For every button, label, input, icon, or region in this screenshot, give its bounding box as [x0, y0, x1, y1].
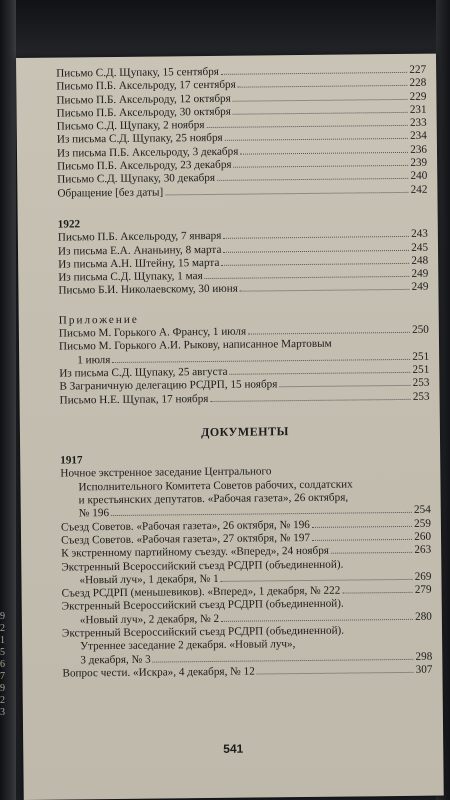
adjacent-page-digit: 5 — [0, 647, 5, 658]
toc-entry-page: 253 — [412, 390, 430, 403]
leader-dots — [221, 611, 413, 622]
toc-entry-page: 280 — [415, 610, 432, 623]
appendix-list — [59, 324, 430, 408]
leader-dots — [342, 584, 413, 594]
toc-entry-page: 240 — [410, 170, 428, 183]
toc-entry-title-cont: № 196 — [78, 507, 110, 520]
leader-dots — [221, 255, 409, 266]
toc-entry-page: 269 — [414, 570, 432, 583]
toc-entry-title: Экстренный Всероссийский съезд РСДРП (объединенной). — [61, 558, 344, 574]
leader-dots — [233, 90, 408, 101]
toc-entry-page: 279 — [414, 583, 432, 596]
adjacent-page-digit: 3 — [0, 707, 5, 718]
leader-dots — [225, 130, 408, 141]
toc-entry-title-cont: 1 июля — [77, 353, 111, 367]
leader-dots — [233, 157, 408, 168]
adjacent-page-digit: 9 — [0, 611, 5, 622]
toc-entry-page: 250 — [412, 323, 429, 336]
leader-dots — [240, 281, 410, 292]
toc-entry-title: Письмо Н.Е. Щупак, 17 ноября — [59, 392, 209, 407]
leader-dots — [312, 517, 412, 527]
toc-entry-title-cont: Утреннее заседание 2 декабря. «Новый луч», — [80, 638, 296, 653]
adjacent-page-digit: 2 — [0, 623, 5, 634]
leader-dots — [223, 228, 409, 239]
toc-entry-title: Письмо М. Горького А. Франсу, 1 июля — [58, 325, 247, 340]
toc-entry-page: 242 — [410, 183, 428, 196]
toc-entry-title: Съезд Советов. «Рабочая газета», 27 октября, № 197 — [60, 531, 311, 547]
toc-entry-page: 249 — [411, 281, 429, 294]
toc-entry-title-cont: и крестьянских депутатов. «Рабочая газета», 26 октября, — [78, 491, 349, 507]
toc-entry-title: Из письма С.Д. Щупаку, 25 ноября — [56, 132, 223, 147]
toc-entry-page: 254 — [413, 503, 431, 517]
toc-entry-page: 229 — [409, 90, 427, 103]
toc-entry-title: Письмо П.Б. Аксельроду, 17 сентября — [56, 78, 236, 93]
toc-entry — [62, 664, 432, 681]
year-heading-1922: 1922 — [57, 218, 81, 231]
leader-dots — [210, 390, 410, 401]
leader-dots — [112, 351, 410, 363]
toc-entry-title: Письмо С.Д. Щупаку, 30 декабря — [57, 172, 216, 186]
adjacent-page-digit: 1 — [0, 635, 5, 646]
letters-1922-list — [58, 228, 429, 298]
documents-list — [60, 464, 432, 681]
background-top — [0, 0, 450, 60]
adjacent-page-edge — [0, 0, 16, 800]
year-heading-1917: 1917 — [60, 454, 83, 467]
leader-dots — [111, 504, 412, 516]
leader-dots — [257, 664, 414, 675]
leader-dots — [248, 324, 410, 335]
toc-entry-title: Из письма Е.А. Ананьину, 8 марта — [57, 243, 222, 258]
book-page — [16, 54, 444, 800]
adjacent-page-digit: 7 — [0, 671, 5, 682]
leader-dots — [238, 77, 408, 88]
toc-entry-page: 234 — [409, 130, 427, 143]
toc-entry-title: Из письма С.Д. Щупаку, 1 мая — [58, 270, 203, 284]
toc-entry-title: Письмо П.Б. Аксельроду, 30 октября — [56, 105, 231, 120]
toc-entry-page: 298 — [415, 650, 433, 663]
toc-entry-page: 228 — [409, 77, 427, 90]
toc-entry-page: 307 — [415, 663, 433, 676]
toc-entry-title: Письмо П.Б. Аксельроду, 12 октября — [56, 92, 231, 107]
page-number: 541 — [223, 741, 244, 756]
toc-entry-page: 231 — [409, 103, 427, 116]
toc-entry-title: Письмо С.Д. Щупаку, 2 ноября — [56, 119, 205, 133]
toc-entry-page: 236 — [410, 143, 428, 156]
documents-heading: ДОКУМЕНТЫ — [200, 423, 289, 439]
appendix-heading: Приложение — [58, 313, 139, 327]
leader-dots — [206, 117, 408, 128]
toc-entry-page: 245 — [411, 241, 429, 254]
leader-dots — [221, 64, 408, 75]
toc-entry-page: 251 — [412, 350, 430, 363]
table-of-contents — [56, 64, 432, 681]
toc-entry-title: Вопрос чести. «Искра», 4 декабря, № 12 — [62, 665, 255, 680]
toc-entry-title: В Заграничную делегацию РСДРП, 15 ноября — [59, 378, 278, 393]
toc-entry-title: Экстренный Всероссийский съезд РСДРП (объединенной). — [61, 624, 345, 640]
leader-dots — [205, 268, 410, 279]
leader-dots — [165, 184, 409, 196]
toc-entry-title: Съезд РСДРП (меньшевиков). «Вперед», 1 декабря, № 222 — [61, 584, 341, 600]
toc-entry-title-cont: «Новый луч», 1 декабря, № 1 — [79, 572, 219, 587]
toc-entry-title: Письмо Б.И. Николаевскому, 30 июня — [58, 283, 238, 298]
toc-entry-title: Письмо П.Б. Аксельроду, 23 декабря — [57, 158, 232, 173]
leader-dots — [279, 377, 410, 387]
toc-entry-page: 259 — [414, 517, 431, 530]
toc-entry-title-cont: Исполнительного Комитета Советов рабочих, солдатских — [78, 478, 353, 494]
leader-dots — [233, 104, 408, 115]
adjacent-page-digit: 6 — [0, 659, 5, 670]
toc-entry-title: Из письма П.Б. Аксельроду, 3 декабря — [56, 145, 239, 160]
leader-dots — [240, 144, 408, 155]
leader-dots — [223, 241, 409, 252]
toc-entry-title: Обращение [без даты] — [57, 186, 164, 200]
toc-entry-title: Съезд Советов. «Рабочая газета», 26 октября, № 196 — [60, 518, 310, 534]
toc-entry-title: Из письма С.Д. Щупаку, 25 августа — [59, 365, 228, 380]
toc-entry-page: 263 — [414, 543, 432, 557]
letters-1921-list — [56, 64, 427, 201]
toc-entry-title: Письмо С.Д. Щупаку, 15 сентября — [56, 65, 219, 80]
toc-entry-title: Ночное экстренное заседание Центрального — [60, 465, 272, 480]
leader-dots — [230, 364, 411, 375]
leader-dots — [153, 650, 414, 662]
toc-entry-page: 249 — [411, 267, 429, 281]
toc-entry-title: Экстренный Всероссийский съезд РСДРП (объединенной). — [61, 597, 344, 613]
toc-entry-page: 248 — [411, 254, 429, 267]
toc-entry-title: Письмо М. Горького А.И. Рыкову, написанное Мартовым — [58, 338, 332, 353]
toc-entry-title-cont: 3 декабря, № 3 — [80, 653, 151, 666]
leader-dots — [312, 531, 412, 541]
toc-entry-page: 227 — [409, 63, 427, 76]
toc-entry-title: Письмо П.Б. Аксельроду, 7 января — [57, 230, 222, 244]
toc-entry-page: 233 — [409, 116, 427, 130]
toc-entry-page: 260 — [414, 530, 432, 543]
toc-entry-title: К экстренному партийному съезду. «Вперед», 24 ноября — [61, 544, 329, 560]
toc-entry — [60, 390, 430, 407]
toc-entry-title: Из письма А.Н. Штейну, 15 марта — [58, 256, 220, 271]
toc-entry-title-cont: «Новый луч», 2 декабря, № 2 — [79, 612, 220, 627]
leader-dots — [221, 571, 413, 582]
leader-dots — [331, 544, 413, 554]
leader-dots — [217, 170, 409, 181]
toc-entry-page: 239 — [410, 156, 428, 169]
toc-entry-page: 243 — [411, 227, 428, 241]
adjacent-page-digit: 9 — [0, 683, 5, 694]
toc-entry-page: 251 — [412, 363, 430, 376]
toc-entry-page: 253 — [412, 376, 430, 390]
adjacent-page-digit: 2 — [0, 695, 5, 706]
